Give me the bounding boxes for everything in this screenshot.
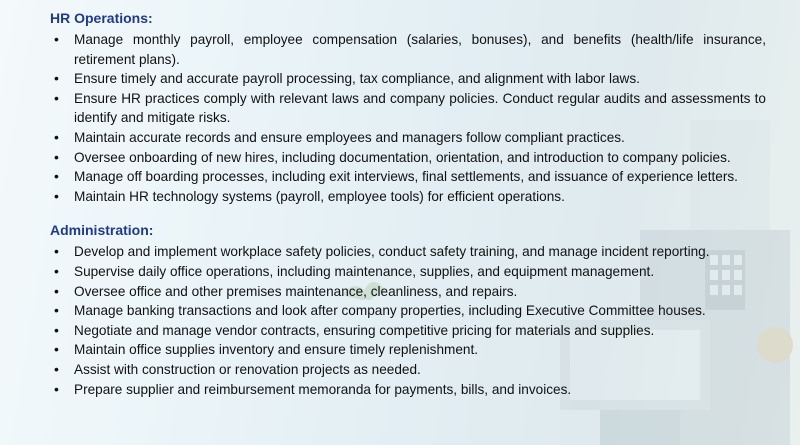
- list-item: • Maintain accurate records and ensure employees and managers follow compliant practices.: [44, 128, 766, 148]
- list-item: • Develop and implement workplace safety policies, conduct safety training, and manage incident reporting.: [44, 242, 766, 262]
- list-item: • Manage monthly payroll, employee compensation (salaries, bonuses), and benefits (health/life insurance, retirement plans).: [44, 30, 766, 69]
- list-item: • Maintain office supplies inventory and ensure timely replenishment.: [44, 340, 766, 360]
- section-title: HR Operations:: [50, 10, 153, 26]
- list-item: • Ensure timely and accurate payroll processing, tax compliance, and alignment with labor laws.: [44, 69, 766, 89]
- section-hr-operations: [44, 8, 766, 206]
- list-item: • Supervise daily office operations, including maintenance, supplies, and equipment management.: [44, 262, 766, 282]
- list-item: • Oversee office and other premises maintenance, cleanliness, and repairs.: [44, 282, 766, 302]
- list-item: • Assist with construction or renovation projects as needed.: [44, 360, 766, 380]
- section-administration: [44, 220, 766, 399]
- list-item: • Manage banking transactions and look after company properties, including Executive Committee houses.: [44, 301, 766, 321]
- list-item: • Prepare supplier and reimbursement memoranda for payments, bills, and invoices.: [44, 380, 766, 400]
- list-item: • Maintain HR technology systems (payroll, employee tools) for efficient operations.: [44, 187, 766, 207]
- document-body: [44, 8, 766, 399]
- section-title: Administration:: [50, 222, 154, 239]
- bullet-list: [44, 30, 766, 206]
- list-item: • Manage off boarding processes, including exit interviews, final settlements, and issuance of experience letters.: [44, 167, 766, 187]
- list-item: • Oversee onboarding of new hires, including documentation, orientation, and introduction to company policies.: [44, 148, 766, 168]
- list-item: • Negotiate and manage vendor contracts, ensuring competitive pricing for materials and supplies.: [44, 321, 766, 341]
- bullet-list: [44, 242, 766, 399]
- list-item: • Ensure HR practices comply with relevant laws and company policies. Conduct regular audits and assessments to identify and mitigate risks.: [44, 89, 766, 128]
